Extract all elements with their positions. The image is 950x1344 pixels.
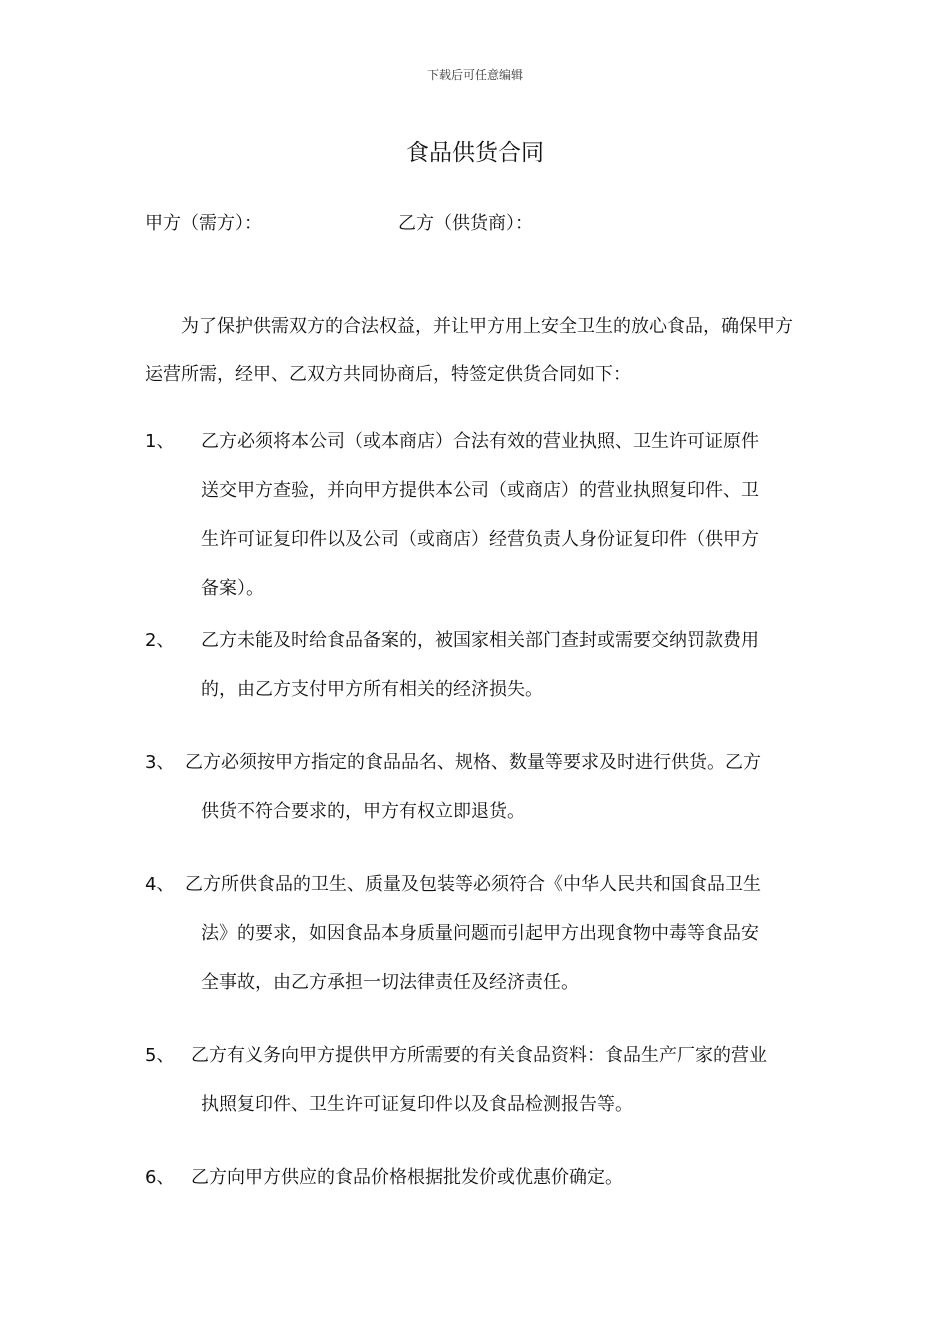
clause-line: 乙方有义务向甲方提供甲方所需要的有关食品资料：食品生产厂家的营业 [191, 1045, 767, 1066]
clause-line: 乙方向甲方供应的食品价格根据批发价或优惠价确定。 [191, 1167, 623, 1188]
intro-paragraph: 为了保护供需双方的合法权益，并让甲方用上安全卫生的放心食品，确保甲方运营所需，经甲、乙双方共同协商后，特签定供货合同如下： [145, 316, 793, 385]
clause-line: 备案）。 [201, 578, 264, 599]
clause-line: 执照复印件、卫生许可证复印件以及食品检测报告等。 [201, 1094, 633, 1115]
clause-line: 法》的要求，如因食品本身质量问题而引起甲方出现食物中毒等食品安 [201, 923, 759, 944]
party-a-label: 甲方（需方）： [145, 213, 262, 234]
clause-line: 乙方未能及时给食品备案的，被国家相关部门查封或需要交纳罚款费用 [201, 630, 759, 651]
clause-line: 送交甲方查验，并向甲方提供本公司（或商店）的营业执照复印件、卫 [201, 480, 759, 501]
clause-line: 的，由乙方支付甲方所有相关的经济损失。 [201, 679, 543, 700]
clause-number: 1、 [145, 431, 175, 452]
clause-number: 3、 [145, 752, 175, 773]
clause-line: 乙方必须将本公司（或本商店）合法有效的营业执照、卫生许可证原件 [201, 431, 759, 452]
clause-number: 2、 [145, 630, 175, 651]
clause-number: 5、 [145, 1045, 175, 1066]
clause-line: 乙方必须按甲方指定的食品品名、规格、数量等要求及时进行供货。乙方 [185, 752, 761, 773]
clause-line: 供货不符合要求的，甲方有权立即退货。 [201, 801, 525, 822]
clause-number: 6、 [145, 1167, 175, 1188]
header-note: 下载后可任意编辑 [426, 68, 523, 82]
clause-line: 全事故，由乙方承担一切法律责任及经济责任。 [201, 972, 579, 993]
party-b-label: 乙方（供货商）： [398, 213, 533, 234]
document-title: 食品供货合同 [406, 140, 544, 166]
clause-line: 生许可证复印件以及公司（或商店）经营负责人身份证复印件（供甲方 [201, 529, 759, 550]
clause-line: 乙方所供食品的卫生、质量及包装等必须符合《中华人民共和国食品卫生 [185, 874, 761, 895]
clause-number: 4、 [145, 874, 175, 895]
